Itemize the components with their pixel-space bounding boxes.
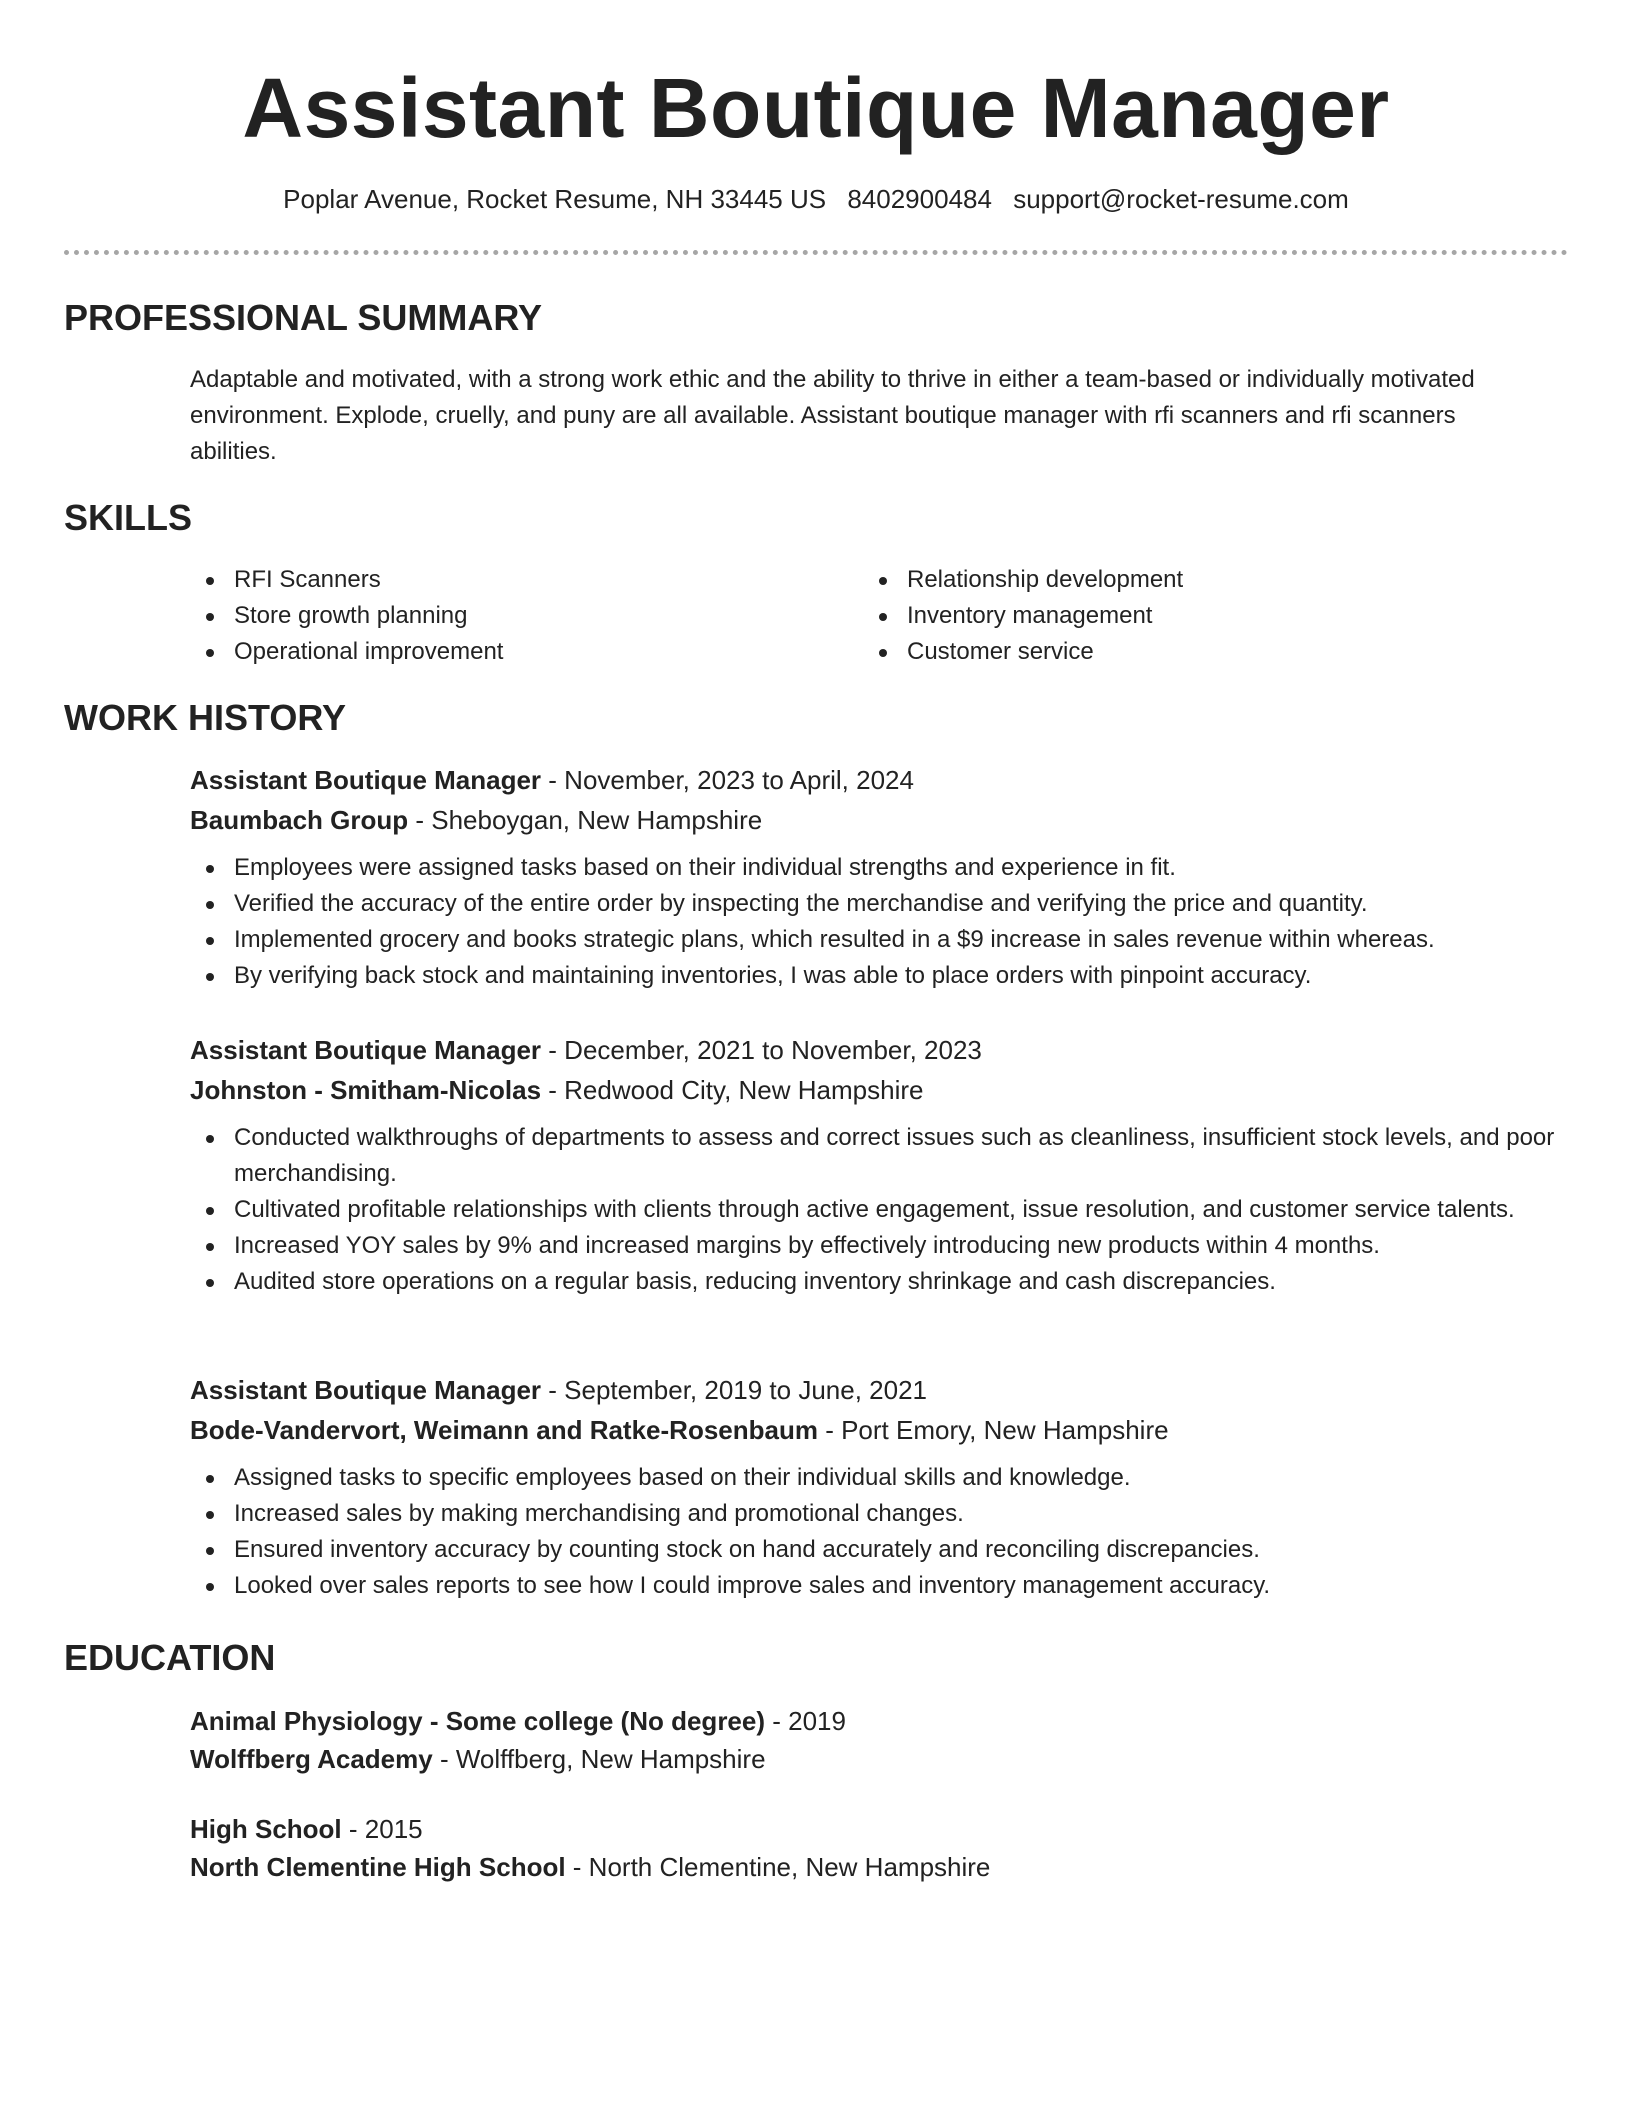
header-divider — [64, 250, 1568, 255]
job-entry — [190, 1370, 1570, 1604]
job-bullet: Conducted walkthroughs of departments to assess and correct issues such as cleanliness, insufficient stock levels, and poor merchandising. — [190, 1120, 1570, 1192]
summary-text: Adaptable and motivated, with a strong work ethic and the ability to thrive in either a team-based or individually motivated environment. Explode, cruelly, and puny are all available. Assistant boutique manager with rfi scanners and rfi scanners abilities. — [190, 366, 1475, 465]
degree-name: Animal Physiology - Some college (No degree) — [190, 1706, 766, 1736]
job-title-line — [190, 1030, 1570, 1070]
contact-email: support@rocket-resume.com — [1013, 184, 1349, 214]
job-entry — [190, 1030, 1570, 1300]
skills-column-left — [190, 562, 830, 670]
job-bullet: Looked over sales reports to see how I could improve sales and inventory management accuracy. — [190, 1568, 1570, 1604]
skill-item: Store growth planning — [190, 598, 830, 634]
job-bullet: Verified the accuracy of the entire order by inspecting the merchandise and verifying the price and quantity. — [190, 886, 1570, 922]
job-bullet: Assigned tasks to specific employees based on their individual skills and knowledge. — [190, 1460, 1570, 1496]
summary-heading: PROFESSIONAL SUMMARY — [64, 297, 543, 338]
job-bullet: Audited store operations on a regular basis, reducing inventory shrinkage and cash discrepancies. — [190, 1264, 1570, 1300]
job-bullet: Implemented grocery and books strategic plans, which resulted in a $9 increase in sales revenue within whereas. — [190, 922, 1570, 958]
company-location: - Redwood City, New Hampshire — [541, 1075, 924, 1105]
company-line — [190, 1070, 1570, 1110]
company-line — [190, 800, 1570, 840]
degree-year: - 2015 — [341, 1814, 423, 1844]
education-entry — [190, 1810, 1570, 1886]
skill-item: Customer service — [863, 634, 1503, 670]
job-bullet: Employees were assigned tasks based on their individual strengths and experience in fit. — [190, 850, 1570, 886]
skill-item: Relationship development — [863, 562, 1503, 598]
job-dates: - September, 2019 to June, 2021 — [541, 1375, 927, 1405]
company-name: Johnston - Smitham-Nicolas — [190, 1075, 542, 1105]
degree-year: - 2019 — [765, 1706, 846, 1736]
job-title-line — [190, 1370, 1570, 1410]
company-line — [190, 1410, 1570, 1450]
skills-heading: SKILLS — [64, 497, 193, 538]
company-name: Baumbach Group — [190, 805, 409, 835]
degree-line — [190, 1810, 1570, 1848]
degree-line — [190, 1702, 1570, 1740]
job-title-line — [190, 760, 1570, 800]
company-name: Bode-Vandervort, Weimann and Ratke-Rosenbaum — [190, 1415, 818, 1445]
skills-column-right — [863, 562, 1503, 670]
skill-item: Operational improvement — [190, 634, 830, 670]
summary-section — [190, 362, 1530, 470]
job-bullet: Increased YOY sales by 9% and increased margins by effectively introducing new products within 4 months. — [190, 1228, 1570, 1264]
job-entry — [190, 760, 1570, 994]
job-dates: - November, 2023 to April, 2024 — [541, 765, 914, 795]
job-bullet: By verifying back stock and maintaining inventories, I was able to place orders with pinpoint accuracy. — [190, 958, 1570, 994]
skills-section — [190, 562, 1570, 672]
contact-line — [0, 182, 1632, 216]
education-heading: EDUCATION — [64, 1637, 276, 1678]
job-dates: - December, 2021 to November, 2023 — [541, 1035, 982, 1065]
job-bullet: Cultivated profitable relationships with clients through active engagement, issue resolution, and customer service talents. — [190, 1192, 1570, 1228]
company-location: - Port Emory, New Hampshire — [817, 1415, 1169, 1445]
job-position: Assistant Boutique Manager — [190, 765, 542, 795]
education-entry — [190, 1702, 1570, 1778]
skill-item: RFI Scanners — [190, 562, 830, 598]
degree-name: High School — [190, 1814, 342, 1844]
school-location: - North Clementine, New Hampshire — [565, 1852, 991, 1882]
work-history-heading: WORK HISTORY — [64, 697, 347, 738]
job-position: Assistant Boutique Manager — [190, 1035, 542, 1065]
contact-phone: 8402900484 — [847, 184, 992, 214]
school-name: North Clementine High School — [190, 1852, 566, 1882]
skill-item: Inventory management — [863, 598, 1503, 634]
school-line — [190, 1740, 1570, 1778]
job-bullet: Increased sales by making merchandising and promotional changes. — [190, 1496, 1570, 1532]
school-line — [190, 1848, 1570, 1886]
job-bullet: Ensured inventory accuracy by counting stock on hand accurately and reconciling discrepancies. — [190, 1532, 1570, 1568]
company-location: - Sheboygan, New Hampshire — [408, 805, 763, 835]
job-position: Assistant Boutique Manager — [190, 1375, 542, 1405]
school-location: - Wolffberg, New Hampshire — [432, 1744, 766, 1774]
school-name: Wolffberg Academy — [190, 1744, 433, 1774]
candidate-name: Assistant Boutique Manager — [242, 61, 1390, 155]
contact-address: Poplar Avenue, Rocket Resume, NH 33445 US — [283, 184, 827, 214]
